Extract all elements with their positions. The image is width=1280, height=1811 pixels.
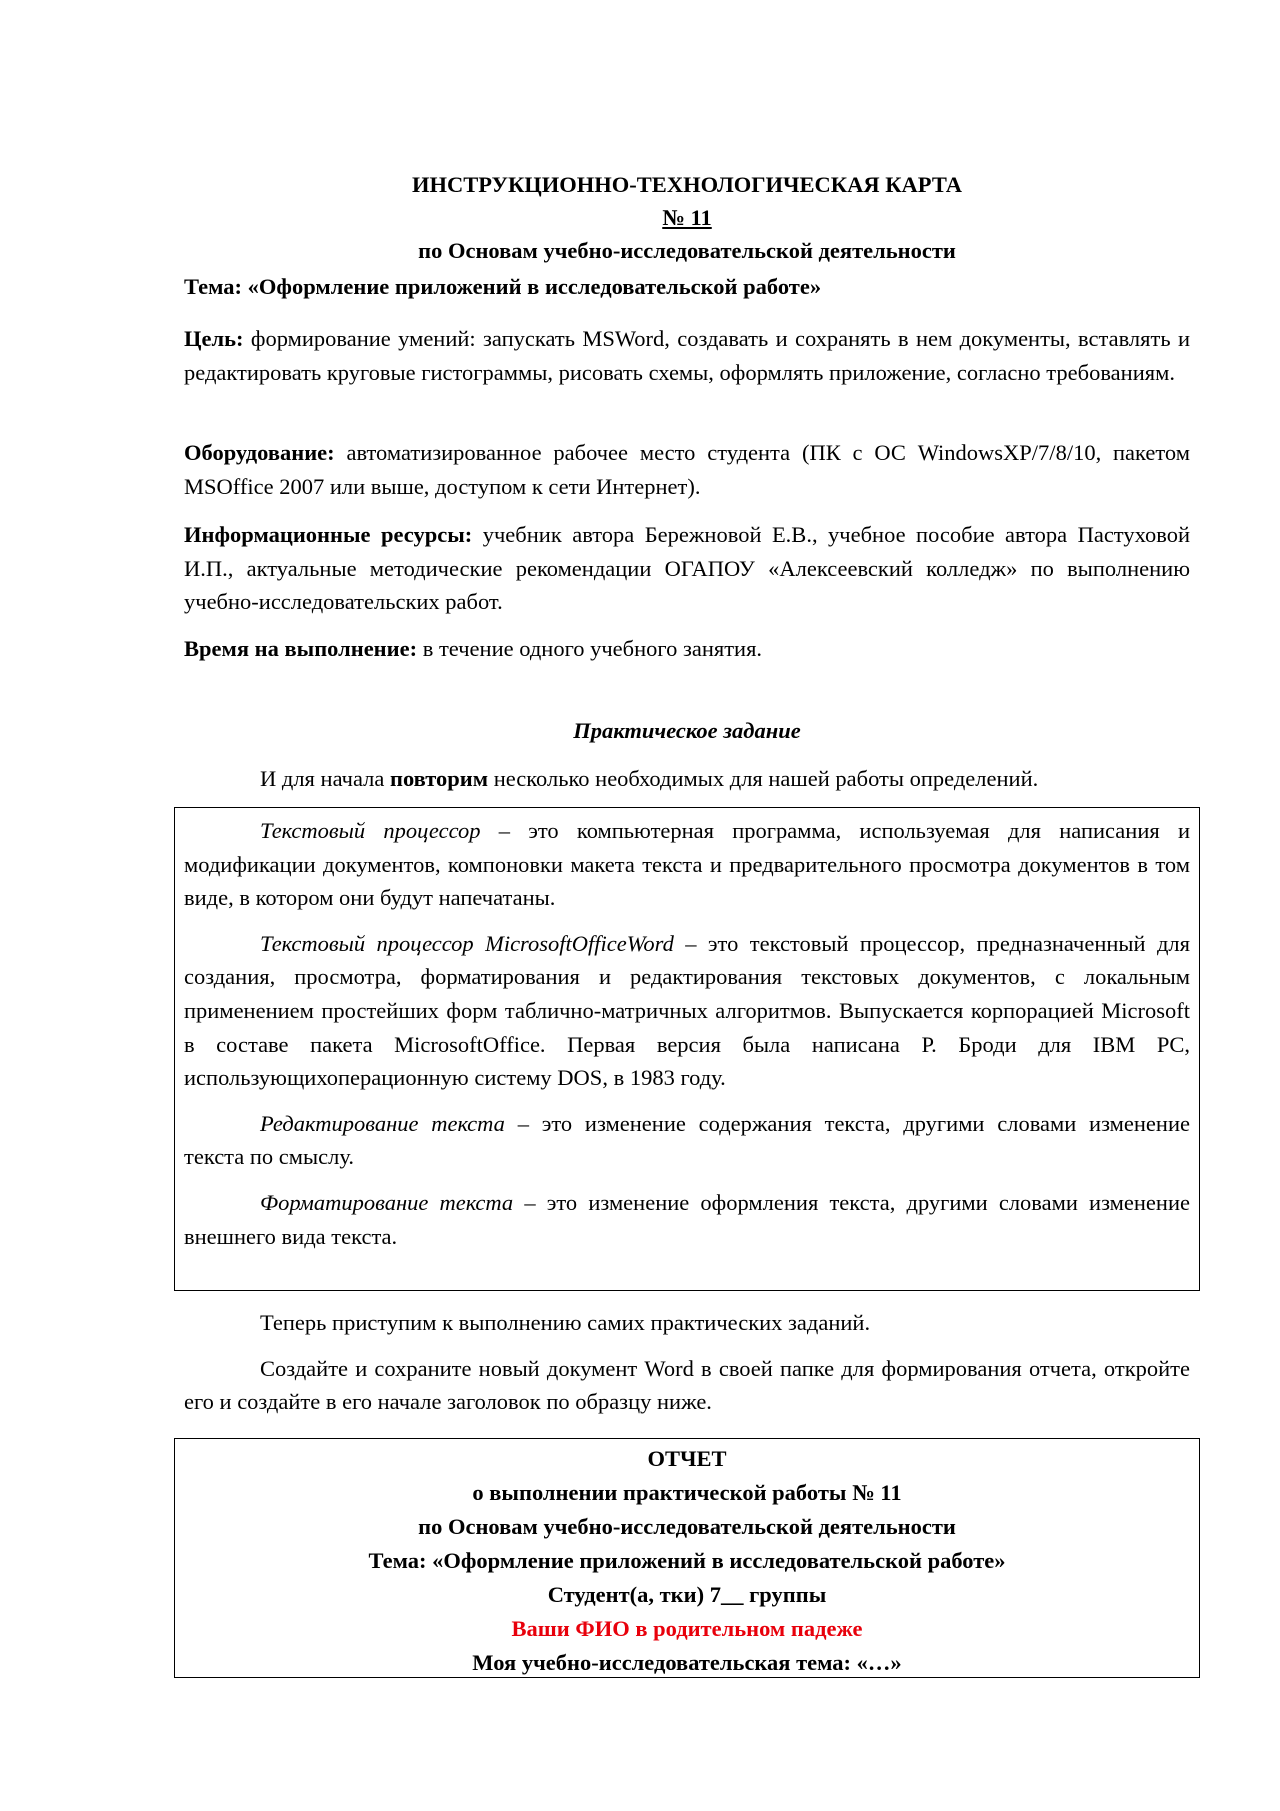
definition-term: Редактирование текста (260, 1110, 505, 1136)
report-sample-box (174, 1438, 1200, 1678)
doc-title: ИНСТРУКЦИОННО-ТЕХНОЛОГИЧЕСКАЯ КАРТА (412, 172, 962, 197)
report-line-6: Моя учебно-исследовательская тема: «…» (472, 1650, 902, 1675)
goal-paragraph (184, 322, 1190, 389)
resources-label: Информационные ресурсы: (184, 522, 473, 547)
resources-paragraph (184, 518, 1190, 619)
definition-item: Редактирование текста – это изменение содержания текста, другими словами изменение текста по смыслу. (184, 1110, 1190, 1170)
goal-text: формирование умений: запускать MSWord, создавать и сохранять в нем документы, вставлять и редактировать круговые гистограммы, рисовать схемы, оформлять приложение, согласно требованиям. (184, 326, 1190, 385)
practice-heading: Практическое задание (573, 718, 801, 743)
card-number: № 11 (662, 205, 712, 230)
resources-text: учебник автора Бережновой Е.В., учебное пособие автора Пастуховой И.П., актуальные методические рекомендации ОГАПОУ «Алексеевский колледж» по выполнению учебно-исследовательских работ. (184, 522, 1191, 615)
goal-label: Цель: (184, 326, 244, 351)
definition-term: Текстовый процессор MicrosoftOfficeWord (260, 930, 674, 956)
definition-term: Текстовый процессор (260, 818, 481, 843)
topic-line: Тема: «Оформление приложений в исследовательской работе» (184, 274, 822, 299)
report-title: ОТЧЕТ (647, 1446, 727, 1471)
step-1: Теперь приступим к выполнению самих практических заданий. (260, 1310, 871, 1335)
definition-item: Форматирование текста – это изменение оформления текста, другими словами изменение внешнего вида текста. (184, 1189, 1190, 1249)
report-line-2: по Основам учебно-исследовательской деятельности (418, 1514, 956, 1539)
intro-bold: повторим (390, 766, 489, 791)
definition-item: Текстовый процессор MicrosoftOfficeWord – это текстовый процессор, предназначенный для создания, просмотра, форматирования и редактирования текстовых документов, с локальным применением простейших форм таблично-матричных алгоритмов. Выпускается корпорацией Microsoft в составе пакета MicrosoftOffice. Первая версия была написана Р. Броди для IBM PC, использующихоперационную систему DOS, в 1983 году. (184, 930, 1190, 1091)
definition-item: Текстовый процессор – это компьютерная программа, используемая для написания и модификации документов, компоновки макета текста и предварительного просмотра документов в том виде, в котором они будут напечатаны. (184, 818, 1190, 911)
time-label: Время на выполнение: (184, 636, 418, 661)
definition-term: Форматирование текста (260, 1189, 514, 1215)
equipment-label: Оборудование: (184, 440, 335, 465)
definitions-box (174, 807, 1200, 1291)
report-line-3: Тема: «Оформление приложений в исследовательской работе» (368, 1548, 1006, 1573)
report-line-1: о выполнении практической работы № 11 (472, 1480, 902, 1505)
practice-intro: И для начала повторим несколько необходимых для нашей работы определений. (260, 766, 1039, 791)
equipment-text: автоматизированное рабочее место студента (ПК с ОС WindowsXP/7/8/10, пакетом MSOffice 2007 или выше, доступом к сети Интернет). (184, 440, 1190, 499)
header-block (184, 168, 1190, 267)
equipment-paragraph (184, 436, 1190, 503)
steps-block (184, 1306, 1190, 1419)
report-line-4: Студент(а, тки) 7__ группы (547, 1582, 827, 1607)
time-paragraph (184, 632, 1190, 666)
step-2: Создайте и сохраните новый документ Word в своей папке для формирования отчета, откройте его и создайте в его начале заголовок по образцу ниже. (184, 1355, 1190, 1415)
subject-line: по Основам учебно-исследовательской деятельности (418, 238, 956, 263)
time-text: в течение одного учебного занятия. (417, 636, 763, 661)
report-line-5-highlight: Ваши ФИО в родительном падеже (511, 1616, 863, 1641)
